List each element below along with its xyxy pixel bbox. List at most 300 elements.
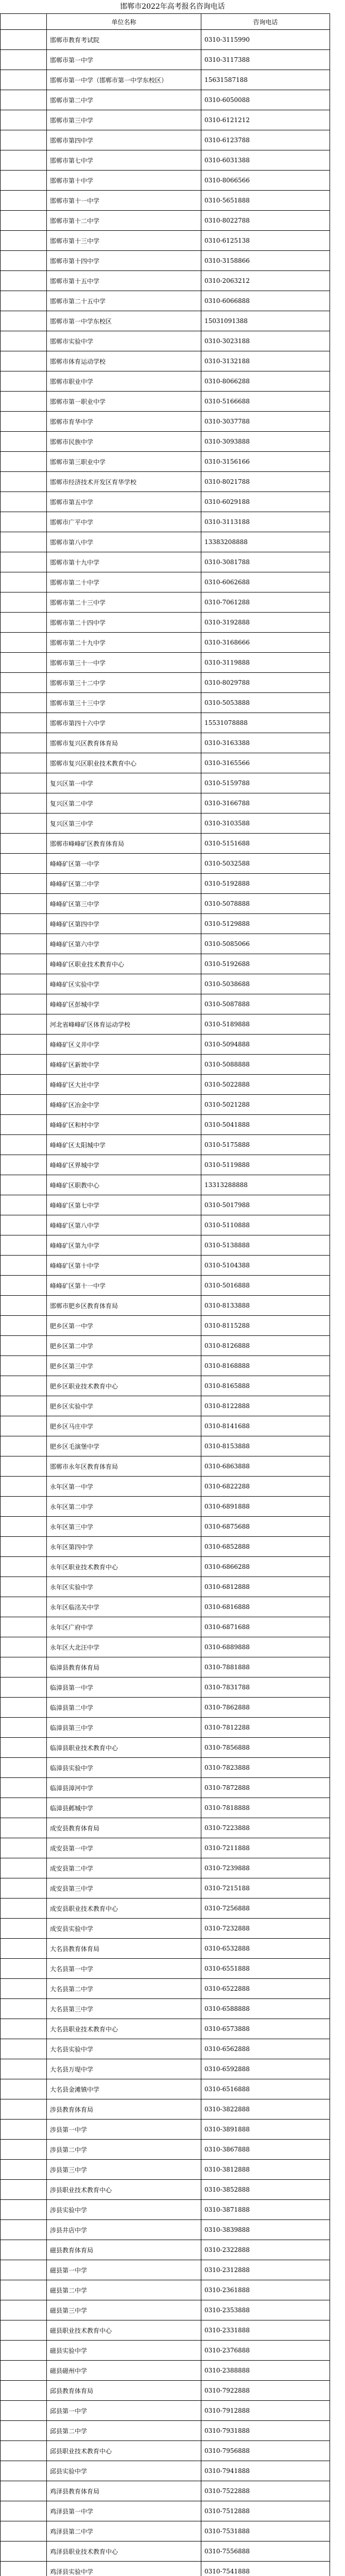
region-cell xyxy=(1,90,47,110)
phone-cell: 0310-5017988 xyxy=(201,1195,330,1215)
table-row xyxy=(1,1858,330,1878)
table-row xyxy=(1,1838,330,1858)
phone-cell: 0310-7881888 xyxy=(201,1657,330,1677)
table-row xyxy=(1,2059,330,2079)
unit-name-cell: 邯郸市复兴区教育体育局 xyxy=(47,733,201,753)
phone-cell: 0310-7239888 xyxy=(201,1858,330,1878)
table-row xyxy=(1,392,330,412)
phone-cell: 0310-7211888 xyxy=(201,1838,330,1858)
region-cell xyxy=(1,1899,47,1919)
table-row xyxy=(1,1436,330,1456)
region-cell xyxy=(1,613,47,633)
table-row xyxy=(1,934,330,954)
region-cell xyxy=(1,1838,47,1858)
region-cell xyxy=(1,894,47,914)
phone-cell: 0310-7862888 xyxy=(201,1698,330,1718)
region-cell xyxy=(1,1878,47,1899)
phone-cell: 0310-7531888 xyxy=(201,2521,330,2541)
phone-cell: 0310-6125138 xyxy=(201,231,330,251)
table-row xyxy=(1,1276,330,1296)
region-cell xyxy=(1,1014,47,1035)
table-row xyxy=(1,1637,330,1657)
unit-name-cell: 邯郸市第二十五中学 xyxy=(47,291,201,311)
table-row xyxy=(1,1316,330,1336)
region-cell xyxy=(1,2381,47,2401)
table-row xyxy=(1,1135,330,1155)
table-row xyxy=(1,2240,330,2260)
region-cell xyxy=(1,2481,47,2501)
region-cell xyxy=(1,1517,47,1537)
unit-name-cell: 成安县第一中学 xyxy=(47,1838,201,1858)
table-row xyxy=(1,874,330,894)
region-cell xyxy=(1,1095,47,1115)
unit-name-cell: 成安县实验中学 xyxy=(47,1919,201,1939)
table-row xyxy=(1,1577,330,1597)
table-row xyxy=(1,371,330,392)
region-cell xyxy=(1,1416,47,1436)
table-row xyxy=(1,2019,330,2039)
unit-name-cell: 峰峰矿区第九中学 xyxy=(47,1235,201,1256)
region-cell xyxy=(1,2019,47,2039)
unit-name-cell: 鸡泽县职业技术教育中心 xyxy=(47,2541,201,2562)
unit-name-cell: 鸡泽县教育体育局 xyxy=(47,2481,201,2501)
table-row xyxy=(1,1617,330,1637)
phone-cell: 0310-5175888 xyxy=(201,1135,330,1155)
phone-cell: 0310-6062688 xyxy=(201,572,330,592)
unit-name-cell: 邯郸市第八中学 xyxy=(47,532,201,552)
region-cell xyxy=(1,1115,47,1135)
phone-cell: 0310-3113188 xyxy=(201,512,330,532)
table-row xyxy=(1,1477,330,1497)
table-row xyxy=(1,271,330,291)
table-row xyxy=(1,1497,330,1517)
table-row xyxy=(1,130,330,150)
phone-cell: 0310-5104388 xyxy=(201,1256,330,1276)
unit-name-cell: 永年区第四中学 xyxy=(47,1537,201,1557)
table-row xyxy=(1,2039,330,2059)
region-cell xyxy=(1,251,47,271)
phone-cell: 0310-5016888 xyxy=(201,1276,330,1296)
unit-name-cell: 峰峰矿区第四中学 xyxy=(47,914,201,934)
region-cell xyxy=(1,331,47,351)
table-row xyxy=(1,2521,330,2541)
table-row xyxy=(1,1195,330,1215)
table-row xyxy=(1,110,330,130)
region-cell xyxy=(1,1818,47,1838)
phone-table xyxy=(0,13,330,2576)
region-cell xyxy=(1,954,47,974)
table-row xyxy=(1,171,330,191)
phone-cell: 0310-3115990 xyxy=(201,30,330,50)
table-row xyxy=(1,1035,330,1055)
unit-name-cell: 永年区广府中学 xyxy=(47,1617,201,1637)
phone-cell: 0310-8168888 xyxy=(201,1356,330,1376)
phone-cell: 0310-5192688 xyxy=(201,954,330,974)
unit-name-cell: 邯郸市永年区教育体育局 xyxy=(47,1456,201,1477)
region-cell xyxy=(1,1798,47,1818)
phone-cell: 0310-2322888 xyxy=(201,2240,330,2260)
phone-cell: 0310-8133888 xyxy=(201,1296,330,1316)
table-row xyxy=(1,1155,330,1175)
table-row xyxy=(1,954,330,974)
phone-cell: 0310-6123788 xyxy=(201,130,330,150)
region-cell xyxy=(1,492,47,512)
phone-cell: 0310-3156166 xyxy=(201,452,330,472)
region-cell xyxy=(1,854,47,874)
region-cell xyxy=(1,2421,47,2441)
phone-cell: 0310-7812288 xyxy=(201,1718,330,1738)
phone-cell: 0310-5032588 xyxy=(201,854,330,874)
table-row xyxy=(1,1296,330,1316)
table-row xyxy=(1,311,330,331)
table-row xyxy=(1,1095,330,1115)
table-row xyxy=(1,1517,330,1537)
unit-name-cell: 成安县第二中学 xyxy=(47,1858,201,1878)
unit-name-cell: 邯郸市第十五中学 xyxy=(47,271,201,291)
phone-cell: 0310-3103588 xyxy=(201,814,330,834)
unit-name-cell: 磁县磁州中学 xyxy=(47,2361,201,2381)
table-row xyxy=(1,572,330,592)
region-cell xyxy=(1,2180,47,2200)
region-cell xyxy=(1,713,47,733)
unit-name-cell: 邯郸市第一中学东校区 xyxy=(47,311,201,331)
phone-cell: 0310-6066888 xyxy=(201,291,330,311)
unit-name-cell: 邯郸市第二十四中学 xyxy=(47,613,201,633)
unit-name-cell: 邱县教育体育局 xyxy=(47,2381,201,2401)
unit-name-cell: 邯郸市第四中学 xyxy=(47,130,201,150)
unit-name-cell: 邯郸市教育考试院 xyxy=(47,30,201,50)
region-cell xyxy=(1,2341,47,2361)
region-cell xyxy=(1,512,47,532)
region-cell xyxy=(1,2079,47,2099)
phone-cell: 0310-6522888 xyxy=(201,1979,330,1999)
unit-name-cell: 邯郸市第十四中学 xyxy=(47,251,201,271)
region-cell xyxy=(1,1336,47,1356)
unit-name-cell: 邯郸市第十九中学 xyxy=(47,552,201,572)
table-row xyxy=(1,2300,330,2320)
table-row xyxy=(1,452,330,472)
phone-cell: 0310-6562888 xyxy=(201,2039,330,2059)
region-cell xyxy=(1,1235,47,1256)
table-row xyxy=(1,814,330,834)
table-row xyxy=(1,2099,330,2120)
region-cell xyxy=(1,2501,47,2521)
phone-cell: 0310-7512888 xyxy=(201,2501,330,2521)
unit-name-cell: 邯郸市职业中学 xyxy=(47,371,201,392)
table-row xyxy=(1,2441,330,2461)
region-cell xyxy=(1,1055,47,1075)
table-row xyxy=(1,251,330,271)
unit-name-cell: 永年区实验中学 xyxy=(47,1577,201,1597)
phone-cell: 0310-5085066 xyxy=(201,934,330,954)
unit-name-cell: 肥乡区第三中学 xyxy=(47,1356,201,1376)
unit-name-cell: 峰峰矿区新坡中学 xyxy=(47,1055,201,1075)
region-cell xyxy=(1,1195,47,1215)
phone-cell: 0310-3081788 xyxy=(201,552,330,572)
region-cell xyxy=(1,914,47,934)
table-row xyxy=(1,412,330,432)
phone-cell: 0310-8029788 xyxy=(201,673,330,693)
unit-name-cell: 邯郸市第四十六中学 xyxy=(47,713,201,733)
region-cell xyxy=(1,2441,47,2461)
region-cell xyxy=(1,1456,47,1477)
unit-name-cell: 峰峰矿区第一中学 xyxy=(47,854,201,874)
phone-cell: 0310-3158866 xyxy=(201,251,330,271)
unit-name-cell: 磁县职业技术教育中心 xyxy=(47,2320,201,2341)
unit-name-cell: 邱县实验中学 xyxy=(47,2461,201,2481)
phone-cell: 0310-2063212 xyxy=(201,271,330,291)
region-cell xyxy=(1,1215,47,1235)
region-cell xyxy=(1,1477,47,1497)
unit-name-cell: 峰峰矿区第十中学 xyxy=(47,1256,201,1276)
unit-name-cell: 成安县教育体育局 xyxy=(47,1818,201,1838)
phone-cell: 0310-5119888 xyxy=(201,1155,330,1175)
table-row xyxy=(1,90,330,110)
phone-cell: 0310-3117388 xyxy=(201,50,330,70)
table-row xyxy=(1,1396,330,1416)
table-row xyxy=(1,1657,330,1677)
unit-name-cell: 磁县第二中学 xyxy=(47,2280,201,2300)
table-row xyxy=(1,974,330,994)
unit-name-cell: 邯郸市第三十三中学 xyxy=(47,693,201,713)
unit-name-cell: 大名县第二中学 xyxy=(47,1979,201,1999)
unit-name-cell: 复兴区第一中学 xyxy=(47,773,201,793)
table-row xyxy=(1,1055,330,1075)
region-cell xyxy=(1,1597,47,1617)
unit-name-cell: 邯郸市第一中学 xyxy=(47,50,201,70)
table-row xyxy=(1,30,330,50)
unit-name-cell: 成安县职业技术教育中心 xyxy=(47,1899,201,1919)
unit-name-cell: 峰峰矿区冶金中学 xyxy=(47,1095,201,1115)
unit-name-cell: 邯郸市第一中学（邯郸市第一中学东校区） xyxy=(47,70,201,90)
unit-name-cell: 磁县实验中学 xyxy=(47,2341,201,2361)
phone-cell: 0310-7856888 xyxy=(201,1738,330,1758)
region-cell xyxy=(1,1979,47,1999)
unit-name-cell: 峰峰矿区第二中学 xyxy=(47,874,201,894)
table-row xyxy=(1,2341,330,2361)
unit-name-cell: 邯郸市第十二中学 xyxy=(47,211,201,231)
phone-cell: 0310-7556888 xyxy=(201,2541,330,2562)
table-row xyxy=(1,773,330,793)
unit-name-cell: 涉县井店中学 xyxy=(47,2220,201,2240)
phone-cell: 0310-6050088 xyxy=(201,90,330,110)
region-cell xyxy=(1,1075,47,1095)
unit-name-cell: 大名县金滩镇中学 xyxy=(47,2079,201,2099)
table-row xyxy=(1,894,330,914)
region-cell xyxy=(1,1135,47,1155)
table-row xyxy=(1,1175,330,1195)
unit-name-cell: 永年区第三中学 xyxy=(47,1517,201,1537)
unit-name-cell: 河北省峰峰矿区体育运动学校 xyxy=(47,1014,201,1035)
table-row xyxy=(1,2120,330,2140)
unit-name-cell: 磁县第三中学 xyxy=(47,2300,201,2320)
table-row xyxy=(1,472,330,492)
unit-name-cell: 邯郸市第一职业中学 xyxy=(47,392,201,412)
phone-cell: 0310-7541888 xyxy=(201,2562,330,2576)
phone-cell: 0310-6816888 xyxy=(201,1597,330,1617)
region-cell xyxy=(1,2300,47,2320)
phone-cell: 15031091388 xyxy=(201,311,330,331)
table-row xyxy=(1,2180,330,2200)
region-cell xyxy=(1,2401,47,2421)
unit-name-cell: 临漳县教育体育局 xyxy=(47,1657,201,1677)
phone-cell: 0310-6863888 xyxy=(201,1456,330,1477)
region-cell xyxy=(1,633,47,653)
unit-name-cell: 峰峰矿区界城中学 xyxy=(47,1155,201,1175)
table-row xyxy=(1,1677,330,1698)
region-cell xyxy=(1,1657,47,1677)
region-cell xyxy=(1,271,47,291)
unit-name-cell: 肥乡区第二中学 xyxy=(47,1336,201,1356)
phone-cell: 0310-3093888 xyxy=(201,432,330,452)
table-row xyxy=(1,1718,330,1738)
unit-name-cell: 临漳县实验中学 xyxy=(47,1758,201,1778)
phone-cell: 0310-7223888 xyxy=(201,1818,330,1838)
phone-cell: 0310-5021288 xyxy=(201,1095,330,1115)
region-cell xyxy=(1,2160,47,2180)
region-cell xyxy=(1,1939,47,1959)
region-cell xyxy=(1,110,47,130)
table-row xyxy=(1,592,330,613)
header-unit: 单位名称 xyxy=(47,14,201,30)
region-cell xyxy=(1,2461,47,2481)
phone-cell: 0310-7256888 xyxy=(201,1899,330,1919)
phone-cell: 0310-2312888 xyxy=(201,2260,330,2280)
table-row xyxy=(1,1557,330,1577)
table-row xyxy=(1,2280,330,2300)
unit-name-cell: 邯郸市第十中学 xyxy=(47,171,201,191)
phone-cell: 0310-8066566 xyxy=(201,171,330,191)
phone-cell: 0310-5129888 xyxy=(201,914,330,934)
unit-name-cell: 成安县第三中学 xyxy=(47,1878,201,1899)
region-cell xyxy=(1,1758,47,1778)
unit-name-cell: 磁县教育体育局 xyxy=(47,2240,201,2260)
region-cell xyxy=(1,1396,47,1416)
unit-name-cell: 峰峰矿区义井中学 xyxy=(47,1035,201,1055)
region-cell xyxy=(1,1035,47,1055)
table-row xyxy=(1,1999,330,2019)
region-cell xyxy=(1,2562,47,2576)
phone-cell: 0310-3132188 xyxy=(201,351,330,371)
table-row xyxy=(1,1336,330,1356)
unit-name-cell: 邯郸市第十一中学 xyxy=(47,191,201,211)
phone-cell: 0310-5078888 xyxy=(201,894,330,914)
region-cell xyxy=(1,693,47,713)
table-row xyxy=(1,1758,330,1778)
phone-cell: 0310-3822888 xyxy=(201,2099,330,2120)
phone-cell: 0310-6532888 xyxy=(201,1939,330,1959)
table-row xyxy=(1,1899,330,1919)
region-cell xyxy=(1,1537,47,1557)
unit-name-cell: 邱县第一中学 xyxy=(47,2401,201,2421)
table-row xyxy=(1,2220,330,2240)
unit-name-cell: 峰峰矿区第十一中学 xyxy=(47,1276,201,1296)
unit-name-cell: 涉县实验中学 xyxy=(47,2200,201,2220)
unit-name-cell: 临漳县第二中学 xyxy=(47,1698,201,1718)
unit-name-cell: 邯郸市第二中学 xyxy=(47,90,201,110)
table-row xyxy=(1,693,330,713)
unit-name-cell: 肥乡区实验中学 xyxy=(47,1396,201,1416)
region-cell xyxy=(1,1617,47,1637)
table-row xyxy=(1,1115,330,1135)
unit-name-cell: 邯郸市第三十一中学 xyxy=(47,653,201,673)
region-cell xyxy=(1,532,47,552)
unit-name-cell: 峰峰矿区第七中学 xyxy=(47,1195,201,1215)
region-cell xyxy=(1,1677,47,1698)
phone-cell: 0310-6592888 xyxy=(201,2059,330,2079)
phone-cell: 0310-6031388 xyxy=(201,150,330,171)
table-row xyxy=(1,2361,330,2381)
table-row xyxy=(1,1959,330,1979)
region-cell xyxy=(1,1919,47,1939)
table-row xyxy=(1,653,330,673)
phone-cell: 0310-5189888 xyxy=(201,1014,330,1035)
unit-name-cell: 邯郸市经济技术开发区育华学校 xyxy=(47,472,201,492)
phone-cell: 0310-6871688 xyxy=(201,1617,330,1637)
unit-name-cell: 临漳县邺城中学 xyxy=(47,1798,201,1818)
table-row xyxy=(1,291,330,311)
phone-cell: 0310-7823888 xyxy=(201,1758,330,1778)
unit-name-cell: 涉县第三中学 xyxy=(47,2160,201,2180)
table-row xyxy=(1,1075,330,1095)
region-cell xyxy=(1,171,47,191)
table-row xyxy=(1,2481,330,2501)
phone-cell: 0310-8126888 xyxy=(201,1336,330,1356)
unit-name-cell: 临漳县第一中学 xyxy=(47,1677,201,1698)
phone-cell: 0310-7941888 xyxy=(201,2461,330,2481)
phone-cell: 0310-6573888 xyxy=(201,2019,330,2039)
table-row xyxy=(1,211,330,231)
unit-name-cell: 峰峰矿区职教中心 xyxy=(47,1175,201,1195)
phone-cell: 0310-5094888 xyxy=(201,1035,330,1055)
phone-cell: 0310-3871888 xyxy=(201,2200,330,2220)
phone-cell: 0310-7922888 xyxy=(201,2381,330,2401)
region-cell xyxy=(1,1296,47,1316)
unit-name-cell: 邯郸市第二十三中学 xyxy=(47,592,201,613)
region-cell xyxy=(1,2541,47,2562)
table-row xyxy=(1,1798,330,1818)
region-cell xyxy=(1,1376,47,1396)
region-cell xyxy=(1,291,47,311)
region-cell xyxy=(1,1175,47,1195)
phone-cell: 0310-8165888 xyxy=(201,1376,330,1396)
table-row xyxy=(1,2160,330,2180)
unit-name-cell: 鸡泽县第二中学 xyxy=(47,2521,201,2541)
phone-cell: 0310-6551888 xyxy=(201,1959,330,1979)
phone-cell: 0310-3852888 xyxy=(201,2180,330,2200)
unit-name-cell: 邯郸市民族中学 xyxy=(47,432,201,452)
unit-name-cell: 峰峰矿区第三中学 xyxy=(47,894,201,914)
phone-cell: 0310-8022788 xyxy=(201,211,330,231)
unit-name-cell: 复兴区第三中学 xyxy=(47,814,201,834)
table-row xyxy=(1,1698,330,1718)
table-row xyxy=(1,351,330,371)
header-phone: 咨询电话 xyxy=(201,14,330,30)
unit-name-cell: 肥乡区第一中学 xyxy=(47,1316,201,1336)
phone-cell: 0310-7232888 xyxy=(201,1919,330,1939)
unit-name-cell: 邯郸市体育运动学校 xyxy=(47,351,201,371)
region-cell xyxy=(1,2320,47,2341)
region-cell xyxy=(1,2200,47,2220)
unit-name-cell: 峰峰矿区大社中学 xyxy=(47,1075,201,1095)
unit-name-cell: 永年区第二中学 xyxy=(47,1497,201,1517)
table-row xyxy=(1,753,330,773)
table-row xyxy=(1,432,330,452)
region-cell xyxy=(1,572,47,592)
table-row xyxy=(1,2562,330,2576)
unit-name-cell: 峰峰矿区太阳城中学 xyxy=(47,1135,201,1155)
phone-cell: 0310-3023188 xyxy=(201,331,330,351)
